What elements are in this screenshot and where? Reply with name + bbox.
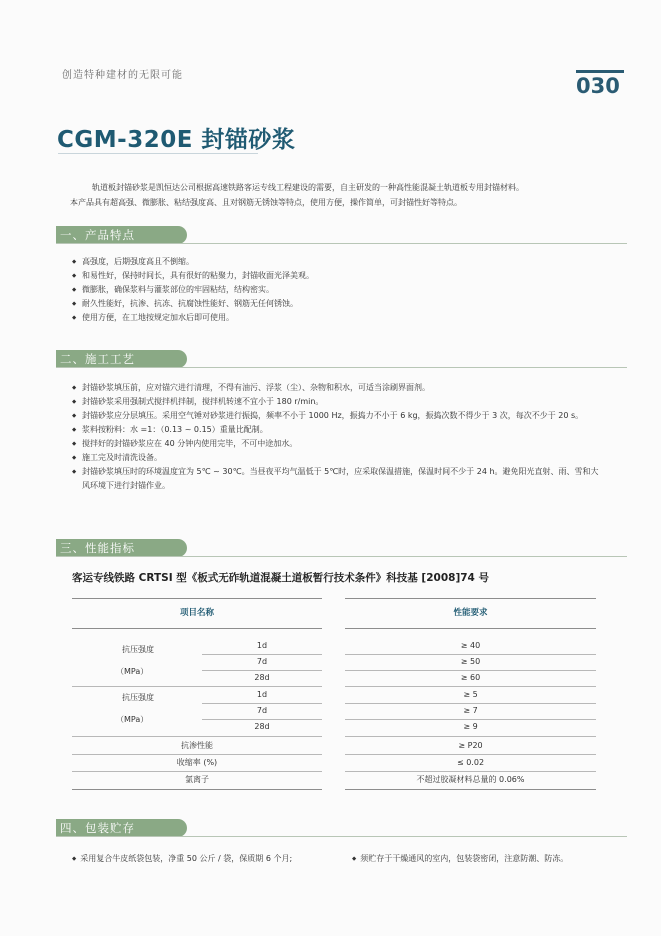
section-heading-features: 一、产品特点: [56, 226, 187, 244]
age-cell: 1d: [256, 641, 268, 650]
section-rule: [56, 367, 627, 368]
list-item: ◆ 封锚砂浆填压前，应对锚穴进行清理，不得有油污、浮浆（尘）、杂物和积水，可适当涂刷界面剂。: [72, 381, 602, 395]
table-header-item: 项目名称: [179, 608, 214, 618]
group-rule: [345, 736, 596, 737]
list-item: ◆ 封锚砂浆采用强制式搅拌机拌制，搅拌机转速不宜小于 180 r/min。: [72, 395, 602, 409]
list-item: ◆ 浆料按粉料：水 =1：（0.13 ~ 0.15）重量比配制。: [72, 423, 602, 437]
page-number: 030: [576, 70, 624, 99]
section-heading-process: 二、施工工艺: [56, 350, 187, 368]
requirement-cell: 不超过胶凝材料总量的 0.06%: [416, 775, 525, 784]
intro-line-1: 轨道板封锚砂浆是凯恒达公司根据高速铁路客运专线工程建设的需要，自主研发的一种高性能混凝土轨道板专用封锚材料。: [92, 183, 524, 192]
packaging-item: ◆ 采用复合牛皮纸袋包装，净重 50 公斤 / 袋，保质期 6 个月;: [72, 853, 292, 864]
requirement-cell: ≥ P20: [458, 741, 483, 750]
requirement-cell: ≥ 9: [463, 722, 478, 731]
title-underline: [58, 153, 258, 154]
list-item: ◆ 封锚砂浆填压时的环境温度宜为 5℃ ~ 30℃。当昼夜平均气温低于 5℃时，应采取保温措施，保温时间不少于 24 h。避免阳光直射、雨、雪和大风环境下进行封锚作业。: [72, 465, 602, 493]
table-header-rule: [345, 628, 596, 629]
group2-unit: （MPa）: [116, 715, 149, 724]
item-cell: 抗渗性能: [181, 741, 213, 750]
requirement-cell: ≥ 60: [460, 673, 481, 682]
section-rule: [56, 556, 627, 557]
group2-name: 抗压强度: [122, 693, 154, 702]
section-rule: [56, 836, 627, 837]
requirement-cell: ≥ 5: [463, 690, 478, 699]
table-bottom-rule: [345, 789, 596, 790]
item-cell: 氯离子: [185, 775, 209, 784]
section-heading-performance: 三、性能指标: [56, 539, 187, 557]
age-cell: 1d: [256, 690, 268, 699]
intro-line-2: 本产品具有超高强、微膨胀、粘结强度高、且对钢筋无锈蚀等特点，使用方便，操作简单，可封锚性好等特点。: [70, 198, 462, 207]
packaging-item: ◆ 须贮存于干燥通风的室内，包装袋密闭，注意防潮、防冻。: [352, 853, 568, 864]
tagline: 创造特种建材的无限可能: [62, 70, 183, 81]
table-header-requirement: 性能要求: [453, 608, 488, 618]
list-item: ◆ 封锚砂浆应分层填压。采用空气锤对砂浆进行振捣，频率不小于 1000 Hz，振捣力不小于 6 kg，振捣次数不得少于 3 次，每次不少于 20 s。: [72, 409, 602, 423]
standard-title: 客运专线铁路 CRTSI 型《板式无砟轨道混凝土道板暂行技术条件》科技基 [2008]74 号: [72, 572, 490, 584]
list-item: ◆ 搅拌好的封锚砂浆应在 40 分钟内使用完毕，不可中途加水。: [72, 437, 602, 451]
list-item: ◆ 微膨胀，确保浆料与灌浆部位的牢固粘结，结构密实。: [72, 283, 612, 297]
age-cell: 28d: [254, 673, 270, 682]
requirement-cell: ≥ 7: [463, 706, 478, 715]
list-item: ◆ 使用方便，在工地按规定加水后即可使用。: [72, 311, 612, 325]
age-cell: 7d: [256, 657, 268, 666]
list-item: ◆ 施工完及时清洗设备。: [72, 451, 602, 465]
age-cell: 28d: [254, 722, 270, 731]
intro-paragraph: [70, 180, 610, 210]
table-header-rule: [72, 628, 322, 629]
list-item: ◆ 耐久性能好，抗渗、抗冻、抗腐蚀性能好、钢筋无任何锈蚀。: [72, 297, 612, 311]
features-list: [72, 255, 612, 325]
page-title: CGM-320E 封锚砂浆: [57, 127, 296, 153]
requirement-cell: ≤ 0.02: [456, 758, 485, 767]
requirement-cell: ≥ 40: [460, 641, 481, 650]
group1-unit: （MPa）: [116, 667, 149, 676]
item-cell: 收缩率 (%): [176, 758, 218, 767]
table-top-rule: [345, 598, 596, 599]
list-item: ◆ 高强度，后期强度高且不倒缩。: [72, 255, 612, 269]
section-rule: [56, 243, 627, 244]
group-rule: [72, 736, 322, 737]
requirement-cell: ≥ 50: [460, 657, 481, 666]
table-top-rule: [72, 598, 322, 599]
process-list: [72, 381, 602, 493]
table-bottom-rule: [72, 789, 322, 790]
section-heading-packaging: 四、包装贮存: [56, 819, 187, 837]
age-cell: 7d: [256, 706, 268, 715]
group1-name: 抗压强度: [122, 645, 154, 654]
list-item: ◆ 和易性好，保持时间长，具有很好的粘聚力，封锚收面光泽美观。: [72, 269, 612, 283]
